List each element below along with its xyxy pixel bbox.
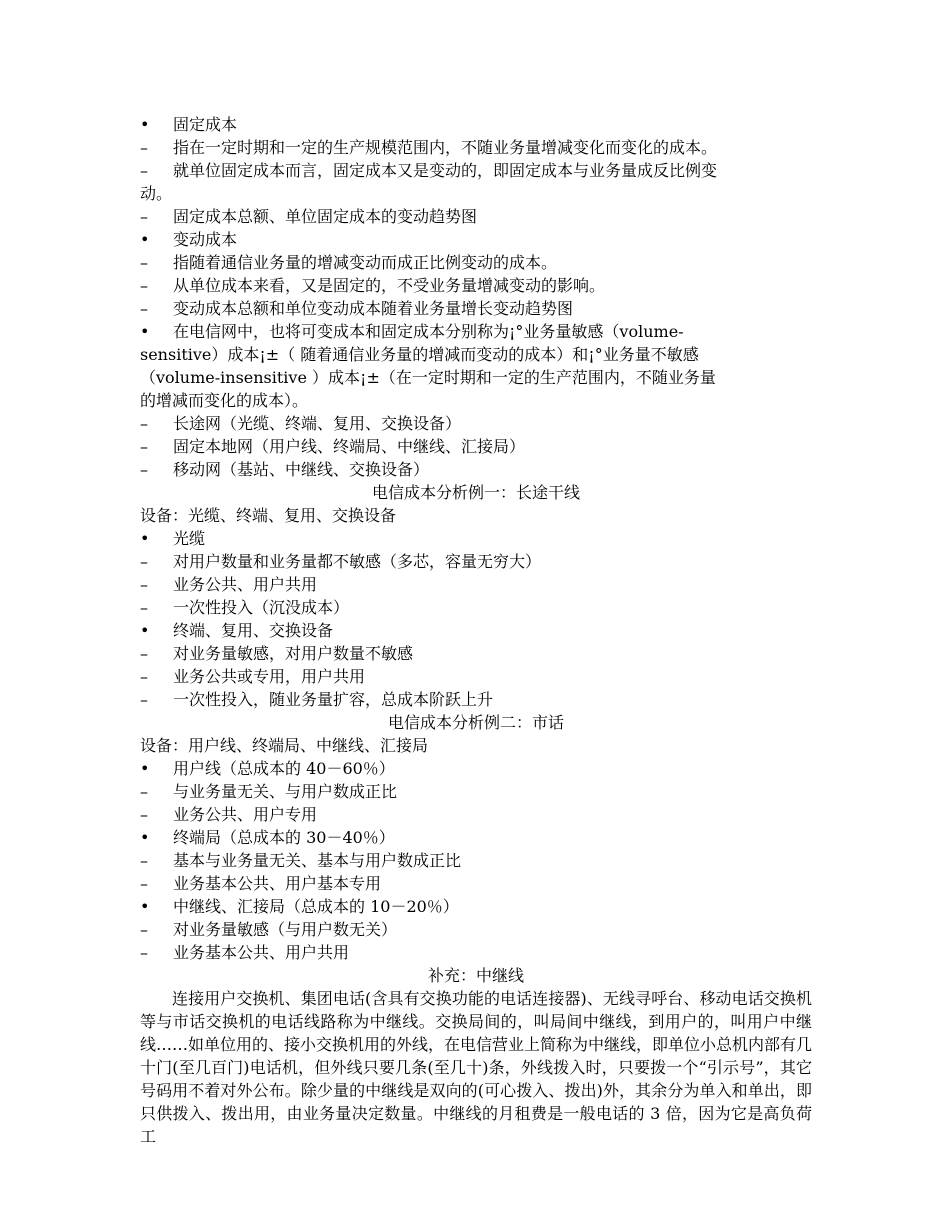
list-item-text: 固定成本总额、单位固定成本的变动趋势图 <box>173 207 478 226</box>
list-item <box>140 550 812 573</box>
list-marker: – <box>140 805 148 824</box>
dash-marker: – <box>140 161 148 180</box>
list-item <box>140 849 812 872</box>
list-item <box>140 665 812 688</box>
list-item-text: 一次性投入（沉没成本） <box>173 598 350 617</box>
section-heading-supplement: 补充：中继线 <box>427 966 524 985</box>
list-item <box>140 619 812 642</box>
paragraph-text: 在电信网中，也将可变成本和固定成本分别称为¡°业务量敏感（volume- <box>173 322 684 341</box>
list-item <box>140 527 812 550</box>
example-2-list <box>140 757 812 964</box>
equipment-line-example-1: 设备：光缆、终端、复用、交换设备 <box>140 506 397 525</box>
list-item-text: 业务基本公共、用户基本专用 <box>173 874 382 893</box>
dash-marker: – <box>140 437 148 456</box>
list-item-text: 业务公共或专用，用户共用 <box>173 667 366 686</box>
volume-sensitivity-paragraph-line-1 <box>140 320 812 343</box>
list-marker: – <box>140 874 148 893</box>
bullet-fixed-cost <box>140 113 812 136</box>
list-marker: • <box>140 529 150 548</box>
dash-unit-variable-cost <box>140 274 812 297</box>
list-item <box>140 872 812 895</box>
list-marker: • <box>140 897 150 916</box>
dash-marker: – <box>140 138 148 157</box>
list-marker: – <box>140 598 148 617</box>
volume-sensitivity-paragraph-line-4: 的增减而变化的成本）。 <box>140 391 309 410</box>
list-item-text: 终端、复用、交换设备 <box>173 621 334 640</box>
dash-marker: – <box>140 460 148 479</box>
network-item-long-distance <box>140 412 812 435</box>
list-marker: – <box>140 667 148 686</box>
list-marker: • <box>140 828 150 847</box>
section-heading-example-2: 电信成本分析例二：市话 <box>387 713 564 732</box>
list-item-text: 固定本地网（用户线、终端局、中继线、汇接局） <box>173 437 526 456</box>
list-item-text: 基本与业务量无关、基本与用户数成正比 <box>173 851 462 870</box>
list-item-text: 一次性投入，随业务量扩容，总成本阶跃上升 <box>173 690 494 709</box>
bullet-marker: • <box>140 230 150 249</box>
list-item <box>140 826 812 849</box>
list-item-text: 业务基本公共、用户共用 <box>173 943 350 962</box>
list-item-text: 对业务量敏感，对用户数量不敏感 <box>173 644 414 663</box>
list-item-text: 光缆 <box>173 529 206 548</box>
document-page <box>140 113 812 1148</box>
list-item-text: 业务公共、用户专用 <box>173 805 318 824</box>
dash-unit-fixed-cost <box>140 159 812 182</box>
bullet-variable-cost <box>140 228 812 251</box>
list-marker: • <box>140 621 150 640</box>
list-marker: – <box>140 851 148 870</box>
dash-variable-cost-definition <box>140 251 812 274</box>
list-item <box>140 780 812 803</box>
list-item-text: 变动成本总额和单位变动成本随着业务量增长变动趋势图 <box>173 299 574 318</box>
dash-fixed-cost-definition <box>140 136 812 159</box>
list-item-text: 用户线（总成本的 40－60％） <box>173 759 395 778</box>
bullet-marker: • <box>140 322 150 341</box>
bullet-marker: • <box>140 115 150 134</box>
list-item <box>140 596 812 619</box>
example-1-list <box>140 527 812 711</box>
section-heading-example-1: 电信成本分析例一：长途干线 <box>371 483 580 502</box>
list-item-text: 从单位成本来看，又是固定的，不受业务量增减变动的影响。 <box>173 276 606 295</box>
list-item <box>140 642 812 665</box>
list-marker: – <box>140 920 148 939</box>
list-item-text: 对业务量敏感（与用户数无关） <box>173 920 398 939</box>
list-marker: • <box>140 759 150 778</box>
list-item-text: 中继线、汇接局（总成本的 10－20％） <box>173 897 459 916</box>
dash-marker: – <box>140 276 148 295</box>
list-item-text: 与业务量无关、与用户数成正比 <box>173 782 398 801</box>
list-item-continuation: 动。 <box>140 184 173 203</box>
list-marker: – <box>140 782 148 801</box>
list-item-text: 指在一定时期和一定的生产规模范围内，不随业务量增减变化而变化的成本。 <box>173 138 718 157</box>
list-item-text: 就单位固定成本而言，固定成本又是变动的，即固定成本与业务量成反比例变 <box>173 161 718 180</box>
list-item-text: 对用户数量和业务量都不敏感（多芯，容量无穷大） <box>173 552 542 571</box>
network-item-mobile <box>140 458 812 481</box>
dash-marker: – <box>140 414 148 433</box>
equipment-line-example-2: 设备：用户线、终端局、中继线、汇接局 <box>140 736 429 755</box>
list-item <box>140 573 812 596</box>
list-item <box>140 803 812 826</box>
dash-marker: – <box>140 207 148 226</box>
list-item <box>140 895 812 918</box>
volume-sensitivity-paragraph-line-3: （volume-insensitive ）成本¡±（在一定时期和一定的生产范围内，不随业务量 <box>140 368 716 387</box>
list-item-text: 长途网（光缆、终端、复用、交换设备） <box>173 414 462 433</box>
supplement-paragraph: 连接用户交换机、集团电话(含具有交换功能的电话连接器)、无线寻呼台、移动电话交换机等与市话交换机的电话线路称为中继线。交换局间的，叫局间中继线，到用户的，叫用户中继线……如单位用的、接小交换机用的外线，在电信营业上简称为中继线，即单位小总机内部有几十门(至几百门)电话机，但外线只要几条(至几十)条，外线拨入时，只要拨一个“引示号”，其它号码用不着对外公布。除少量的中继线是双向的(可心拨入、拨出)外，其余分为单入和单出，即只供拨入、拨出用，由业务量决定数量。中继线的月租费是一般电话的 3 倍，因为它是高负荷工 <box>140 989 813 1146</box>
list-marker: – <box>140 552 148 571</box>
list-item-text: 变动成本 <box>173 230 238 249</box>
list-item <box>140 918 812 941</box>
dash-marker: – <box>140 299 148 318</box>
list-item-text: 指随着通信业务量的增减变动而成正比例变动的成本。 <box>173 253 558 272</box>
dash-marker: – <box>140 253 148 272</box>
list-item-text: 业务公共、用户共用 <box>173 575 318 594</box>
dash-fixed-cost-trend <box>140 205 812 228</box>
network-item-local <box>140 435 812 458</box>
volume-sensitivity-paragraph-line-2: sensitive）成本¡±（ 随着通信业务量的增减而变动的成本）和¡°业务量不敏感 <box>140 345 699 364</box>
list-item <box>140 688 812 711</box>
list-item-text: 移动网（基站、中继线、交换设备） <box>173 460 430 479</box>
list-marker: – <box>140 690 148 709</box>
list-item <box>140 757 812 780</box>
list-marker: – <box>140 644 148 663</box>
list-item-text: 固定成本 <box>173 115 238 134</box>
list-item <box>140 941 812 964</box>
list-marker: – <box>140 943 148 962</box>
dash-variable-cost-trend <box>140 297 812 320</box>
list-marker: – <box>140 575 148 594</box>
list-item-text: 终端局（总成本的 30－40％） <box>173 828 395 847</box>
